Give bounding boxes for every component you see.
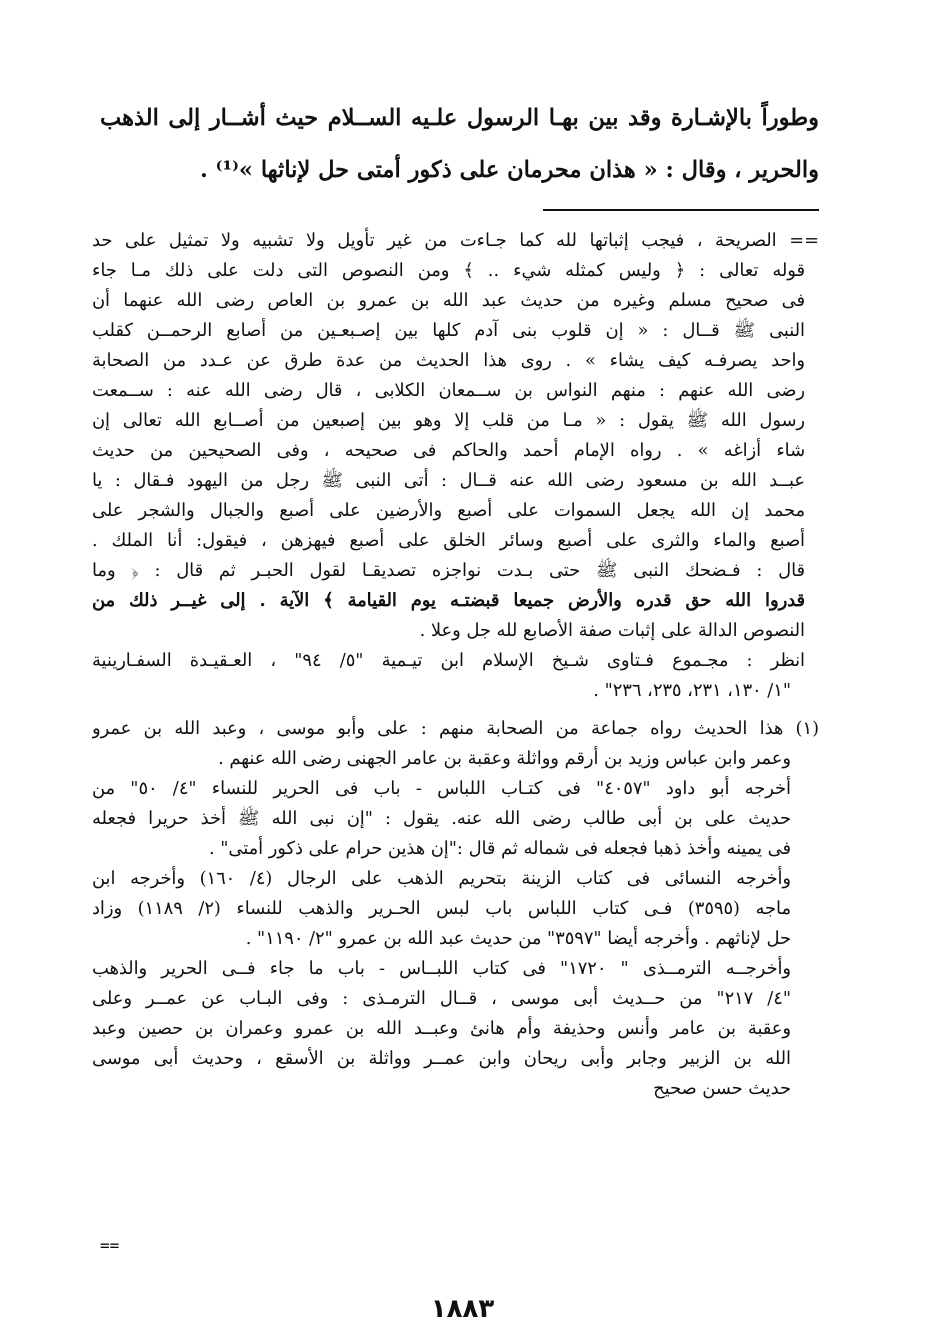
footnote-line: فى صحيح مسلم وغيره من حديث عبد الله بن عمرو بن العاص رضى الله عنهما أن — [92, 290, 805, 311]
footnote-line-quran: قدروا الله حق قدره والأرض جميعا قبضتـه يوم القيامة ﴾ الآية . إلى غيــر ذلك من — [92, 590, 805, 611]
page-number: ١٨٨٣ — [430, 1294, 495, 1324]
main-text-line: وطوراً بالإشـارة وقد بين بهـا الرسول علـيه الســلام حيث أشــار إلى الذهب — [100, 105, 819, 131]
footnote-line: "٤/ ٢١٧" من حــديث أبى موسى ، قــال الترمـذى : وفى البـاب عن عمــر وعلى — [92, 988, 791, 1009]
footnote-line: النصوص الدالة على إثبات صفة الأصابع لله جل وعلا . — [419, 620, 805, 641]
main-text-line: والحرير ، وقال : « هذان محرمان على ذكور أمتى حل لإناثها »⁽¹⁾ . — [200, 157, 819, 183]
footnote-line: عبــد الله بن مسعود رضى الله عنه قــال : أتى النبى ﷺ رجل من اليهود فـقال : يا — [92, 470, 805, 491]
footnote-continued — [92, 226, 819, 706]
main-text — [100, 92, 819, 196]
footnote-line: محمد إن الله يجعل السموات على أصبع والأرضين على أصبع والجبال والشجر على — [92, 500, 805, 521]
footnote-line: وأخرجــه الترمــذى " ١٧٢٠" فى كتاب اللبــاس - باب ما جاء فــى الحرير والذهب — [92, 958, 792, 979]
footnote-line: (١) هذا الحديث رواه جماعة من الصحابة منهم : على وأبو موسى ، وعبد الله بن عمرو — [92, 718, 819, 739]
footnote-1 — [92, 714, 819, 1104]
footnote-line: واحد يصرفـه كيف يشاء » . روى هذا الحديث من عدة طرق عن عـدد من الصحابة — [92, 350, 805, 371]
continuation-mark: == — [100, 1236, 120, 1255]
footnote-line: الله بن الزبير وجابر وأبى ريحان وابن عمــر وواثلة بن الأسقع ، وحديث أبى موسى — [92, 1048, 791, 1069]
footnote-line: شاء أزاغه » . رواه الإمام أحمد والحاكم فى صحيحه ، وفى الصحيحين من حديث — [92, 440, 805, 461]
footnote-reference-line: انظر : مجـموع فـتاوى شـيخ الإسلام ابن تيـمية "٥/ ٩٤" ، العـقيـدة السفـارينية — [92, 650, 805, 671]
footnote-line: رضى الله عنهم : منهم النواس بن ســمعان الكلابى ، قال رضى الله عنه : ســمعت — [92, 380, 805, 401]
footnote-line: وعقبة بن عامر وأنس وحذيفة وأم هانئ وعبــد الله بن عمرو وعمران بن حصين وعبد — [92, 1018, 791, 1039]
footnote-line: قال : فـضحك النبى ﷺ حتى بـدت نواجزه تصديقـا لقول الحبـر ثم قال : ﴿ وما — [92, 560, 805, 581]
footnote-line: وأخرجه النسائى فى كتاب الزينة بتحريم الذهب على الرجال (٤/ ١٦٠) وأخرجه ابن — [92, 868, 791, 889]
footnote-line: == الصريحة ، فيجب إثباتها لله كما جـاءت من غير تأويل ولا تشبيه ولا تمثيل على حد — [92, 230, 819, 251]
footnote-line: وعمر وابن عباس وزيد بن أرقم وواثلة وعقبة بن عامر الجهنى رضى الله عنهم . — [218, 748, 791, 769]
footnote-line: رسول الله ﷺ يقول : « مـا من قلب إلا وهو بين إصبعين من أصــابع الله تعالى إن — [92, 410, 805, 431]
footnote-line: حديث حسن صحيح — [653, 1078, 791, 1099]
footnotes-area — [92, 226, 819, 1112]
footnote-line: حل لإناثهم . وأخرجه أيضا "٣٥٩٧" من حديث عبد الله بن عمرو "٢/ ١١٩٠" . — [245, 928, 791, 949]
footnote-line: النبى ﷺ قــال : « إن قلوب بنى آدم كلها بين إصـبعـين من أصابع الرحمــن كقلب — [92, 320, 805, 341]
footnote-line: فى يمينه وأخذ ذهبا فجعله فى شماله ثم قال :"إن هذين حرام على ذكور أمتى" . — [208, 838, 791, 859]
footnote-line: أخرجه أبو داود "٤٠٥٧" فى كتـاب اللباس - باب فى الحرير للنساء "٤/ ٥٠" من — [92, 778, 791, 799]
footnote-line: ماجه (٣٥٩٥) فـى كتاب اللباس باب لبس الحـرير والذهب للنساء (٢/ ١١٨٩) وزاد — [92, 898, 791, 919]
footnote-separator — [543, 209, 819, 211]
footnote-line: حديث على بن أبى طالب رضى الله عنه. يقول : "إن نبى الله ﷺ أخذ حريرا فجعله — [92, 808, 791, 829]
footnote-line: أصبع والماء والثرى على أصبع وسائر الخلق على أصبع فيهزهن ، فيقول: أنا الملك . — [92, 530, 805, 551]
footnote-reference-line: "١/ ١٣٠، ٢٣١، ٢٣٥، ٢٣٦" . — [593, 680, 791, 701]
footnote-line: قوله تعالى : ﴿ وليس كمثله شيء .. ﴾ ومن النصوص التى دلت على ذلك مـا جاء — [92, 260, 805, 281]
